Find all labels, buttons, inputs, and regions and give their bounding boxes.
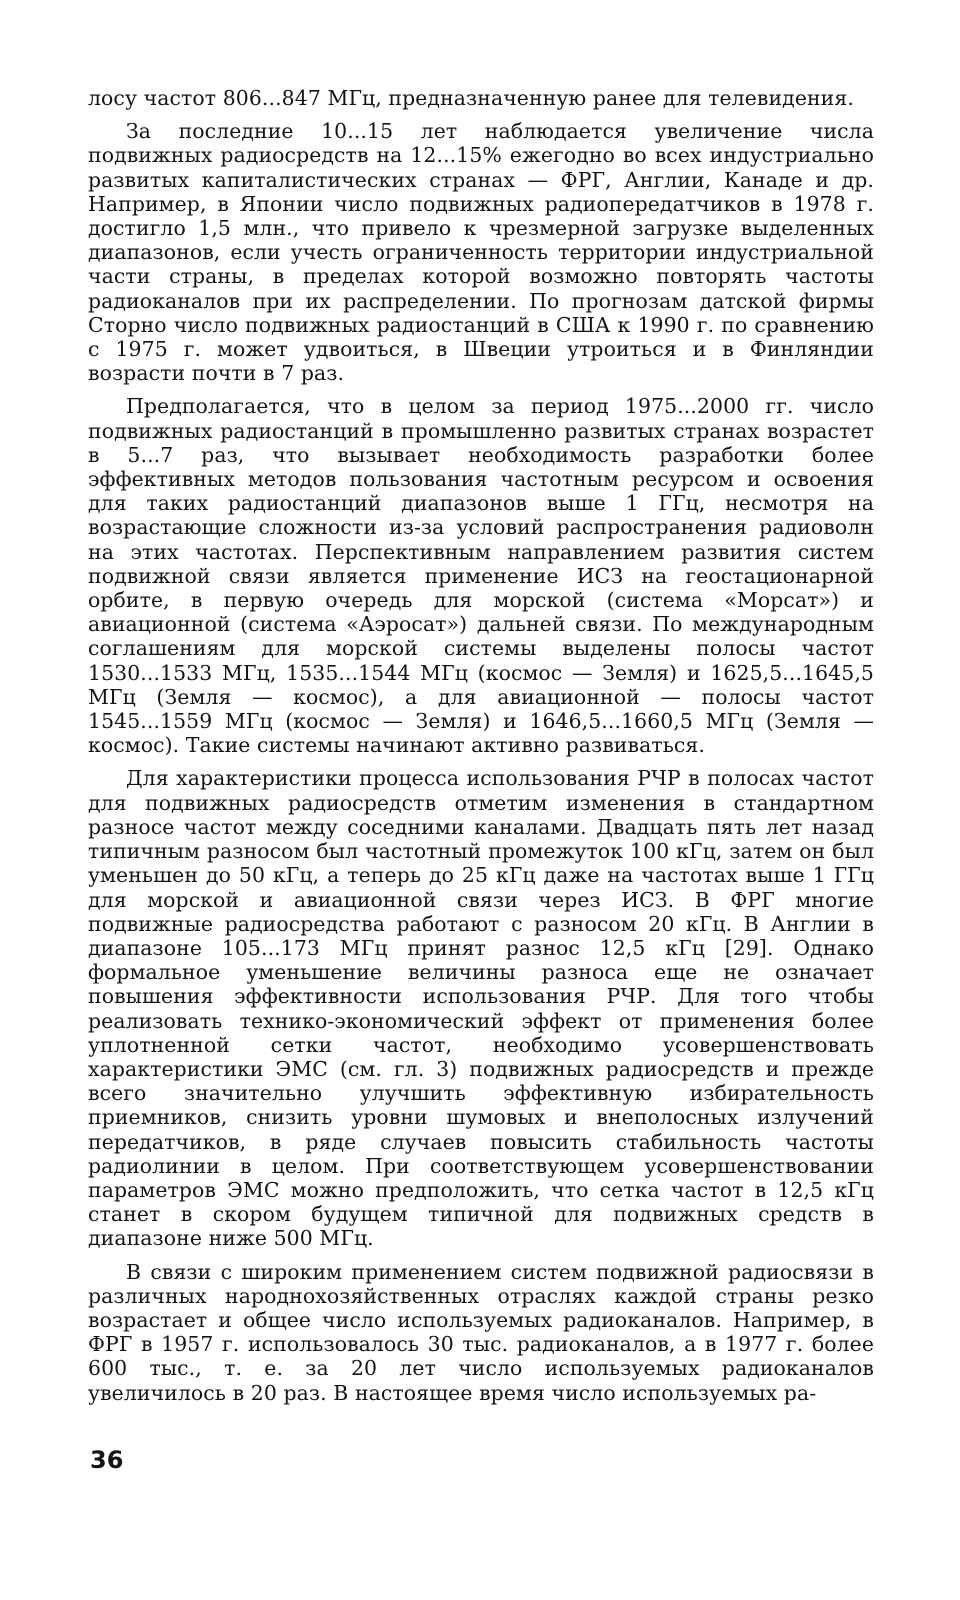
paragraph: В связи с широким применением систем подвижной радиосвязи в различных народнохозяйственных отраслях каждой страны резко возрастает и общее число используемых радиоканалов. Например, в ФРГ в 1957 г. использовалось 30 тыс. радиоканалов, а в 1977 г. более 600 тыс., т. е. за 20 лет число используемых радиоканалов увеличилось в 20 раз. В настоящее время число используемых ра- xyxy=(88,1259,874,1405)
paragraph: Для характеристики процесса использования РЧР в полосах частот для подвижных радиосредств отметим изменения в стандартном разносе частот между соседними каналами. Двадцать пять лет назад типичным разносом был частотный промежуток 100 кГц, затем он был уменьшен до 50 кГц, а теперь до 25 кГц даже на частотах выше 1 ГГц для морской и авиационной связи через ИСЗ. В ФРГ многие подвижные радиосредства работают с разносом 20 кГц. В Англии в диапазоне 105...173 МГц принят разнос 12,5 кГц [29]. Однако формальное уменьшение величины разноса еще не означает повышения эффективности использования РЧР. Для того чтобы реализовать технико-экономический эффект от применения более уплотненной сетки частот, необходимо усовершенствовать характеристики ЭМС (см. гл. 3) подвижных радиосредств и прежде всего значительно улучшить эффективную избирательность приемников, снизить уровни шумовых и внеполосных излучений передатчиков, в ряде случаев повысить стабильность частоты радиолинии в целом. При соответствующем усовершенствовании параметров ЭМС можно предположить, что сетка частот в 12,5 кГц станет в скором будущем типичной для подвижных средств в диапазоне ниже 500 МГц. xyxy=(88,766,874,1251)
paragraph: За последние 10...15 лет наблюдается увеличение числа подвижных радиосредств на 12...15% ежегодно во всех индустриально развитых капиталистических странах — ФРГ, Англии, Канаде и др. Например, в Японии число подвижных радиопередатчиков в 1978 г. достигло 1,5 млн., что привело к чрезмерной загрузке выделенных диапазонов, если учесть ограниченность территории индустриальной части страны, в пределах которой возможно повторять частоты радиоканалов при их распределении. По прогнозам датской фирмы Сторно число подвижных радиостанций в США к 1990 г. по сравнению с 1975 г. может удвоиться, в Швеции утроиться и в Финляндии возрасти почти в 7 раз. xyxy=(88,119,874,386)
paragraph: Предполагается, что в целом за период 1975...2000 гг. число подвижных радиостанций в промышленно развитых странах возрастет в 5...7 раз, что вызывает необходимость разработки более эффективных методов пользования частотным ресурсом и освоения для таких радиостанций диапазонов выше 1 ГГц, несмотря на возрастающие сложности из-за условий распространения радиоволн на этих частотах. Перспективным направлением развития систем подвижной связи является применение ИСЗ на геостационарной орбите, в первую очередь для морской (система «Морсат») и авиационной (система «Аэросат») дальней связи. По международным соглашениям для морской системы выделены полосы частот 1530...1533 МГц, 1535...1544 МГц (космос — Земля) и 1625,5...1645,5 МГц (Земля — космос), а для авиационной — полосы частот 1545...1559 МГц (космос — Земля) и 1646,5...1660,5 МГц (Земля — космос). Такие системы начинают активно развиваться. xyxy=(88,394,874,758)
paragraph-continuation: лосу частот 806...847 МГц, предназначенную ранее для телевидения. xyxy=(88,86,854,110)
page-number: 36 xyxy=(90,1446,124,1474)
page-body-text xyxy=(88,86,874,1414)
